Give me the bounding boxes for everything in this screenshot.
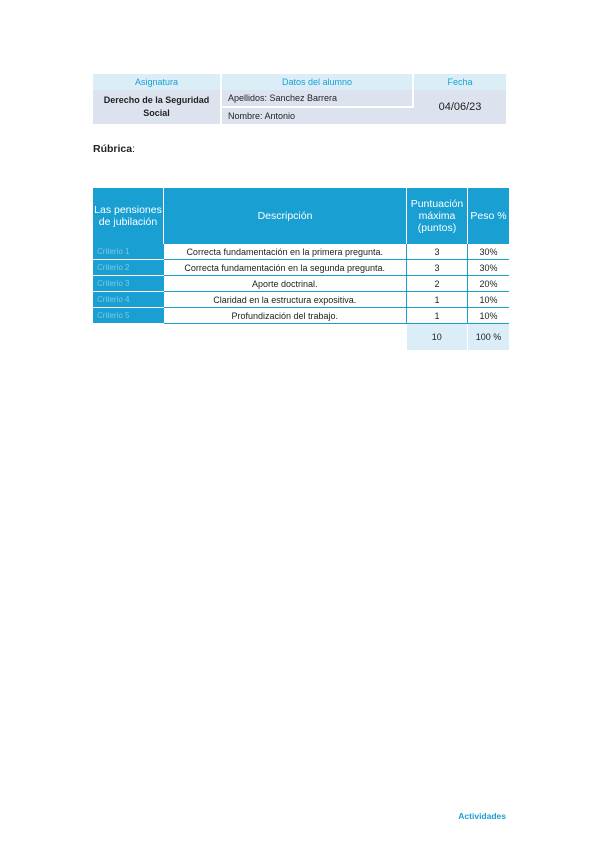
- rubric-table: [93, 188, 509, 350]
- criterion-label: Criterio 1: [93, 244, 164, 260]
- criterion-points: 1: [407, 292, 468, 308]
- criterion-points: 3: [407, 260, 468, 276]
- header-descripcion: Descripción: [164, 188, 407, 244]
- table-row: [93, 292, 509, 308]
- criterion-weight: 20%: [468, 276, 510, 292]
- student-name: Nombre: Antonio: [221, 107, 413, 124]
- criterion-label: Criterio 2: [93, 260, 164, 276]
- table-row: [93, 276, 509, 292]
- header-peso: Peso %: [468, 188, 510, 244]
- criterion-points: 2: [407, 276, 468, 292]
- header-puntuacion: Puntuación máxima (puntos): [407, 188, 468, 244]
- header-asignatura: Asignatura: [93, 74, 221, 90]
- table-row: [93, 308, 509, 324]
- criterion-weight: 30%: [468, 244, 510, 260]
- table-row: [93, 260, 509, 276]
- criterion-weight: 30%: [468, 260, 510, 276]
- criterion-points: 1: [407, 308, 468, 324]
- criterion-description: Aporte doctrinal.: [164, 276, 407, 292]
- criterion-description: Correcta fundamentación en la segunda pregunta.: [164, 260, 407, 276]
- student-surname: Apellidos: Sanchez Barrera: [221, 90, 413, 107]
- totals-spacer: [93, 324, 164, 351]
- criterion-description: Profundización del trabajo.: [164, 308, 407, 324]
- criterion-weight: 10%: [468, 308, 510, 324]
- student-info-table: [93, 74, 506, 124]
- subject-name: Derecho de la Seguridad Social: [93, 90, 221, 124]
- table-row: [93, 244, 509, 260]
- header-topic: Las pensiones de jubilación: [93, 188, 164, 244]
- total-weight: 100 %: [468, 324, 510, 351]
- criterion-label: Criterio 5: [93, 308, 164, 324]
- criterion-weight: 10%: [468, 292, 510, 308]
- header-fecha: Fecha: [413, 74, 506, 90]
- rubrica-colon: :: [132, 143, 136, 155]
- criterion-label: Criterio 4: [93, 292, 164, 308]
- criterion-label: Criterio 3: [93, 276, 164, 292]
- criterion-description: Claridad en la estructura expositiva.: [164, 292, 407, 308]
- criterion-points: 3: [407, 244, 468, 260]
- criterion-description: Correcta fundamentación en la primera pregunta.: [164, 244, 407, 260]
- date-value: 04/06/23: [413, 90, 506, 124]
- totals-row: [93, 324, 509, 351]
- rubrica-heading: [93, 143, 135, 155]
- footer-label: Actividades: [458, 811, 506, 821]
- total-points: 10: [407, 324, 468, 351]
- rubrica-label: Rúbrica: [93, 143, 133, 155]
- totals-spacer: [164, 324, 407, 351]
- header-datos-alumno: Datos del alumno: [221, 74, 413, 90]
